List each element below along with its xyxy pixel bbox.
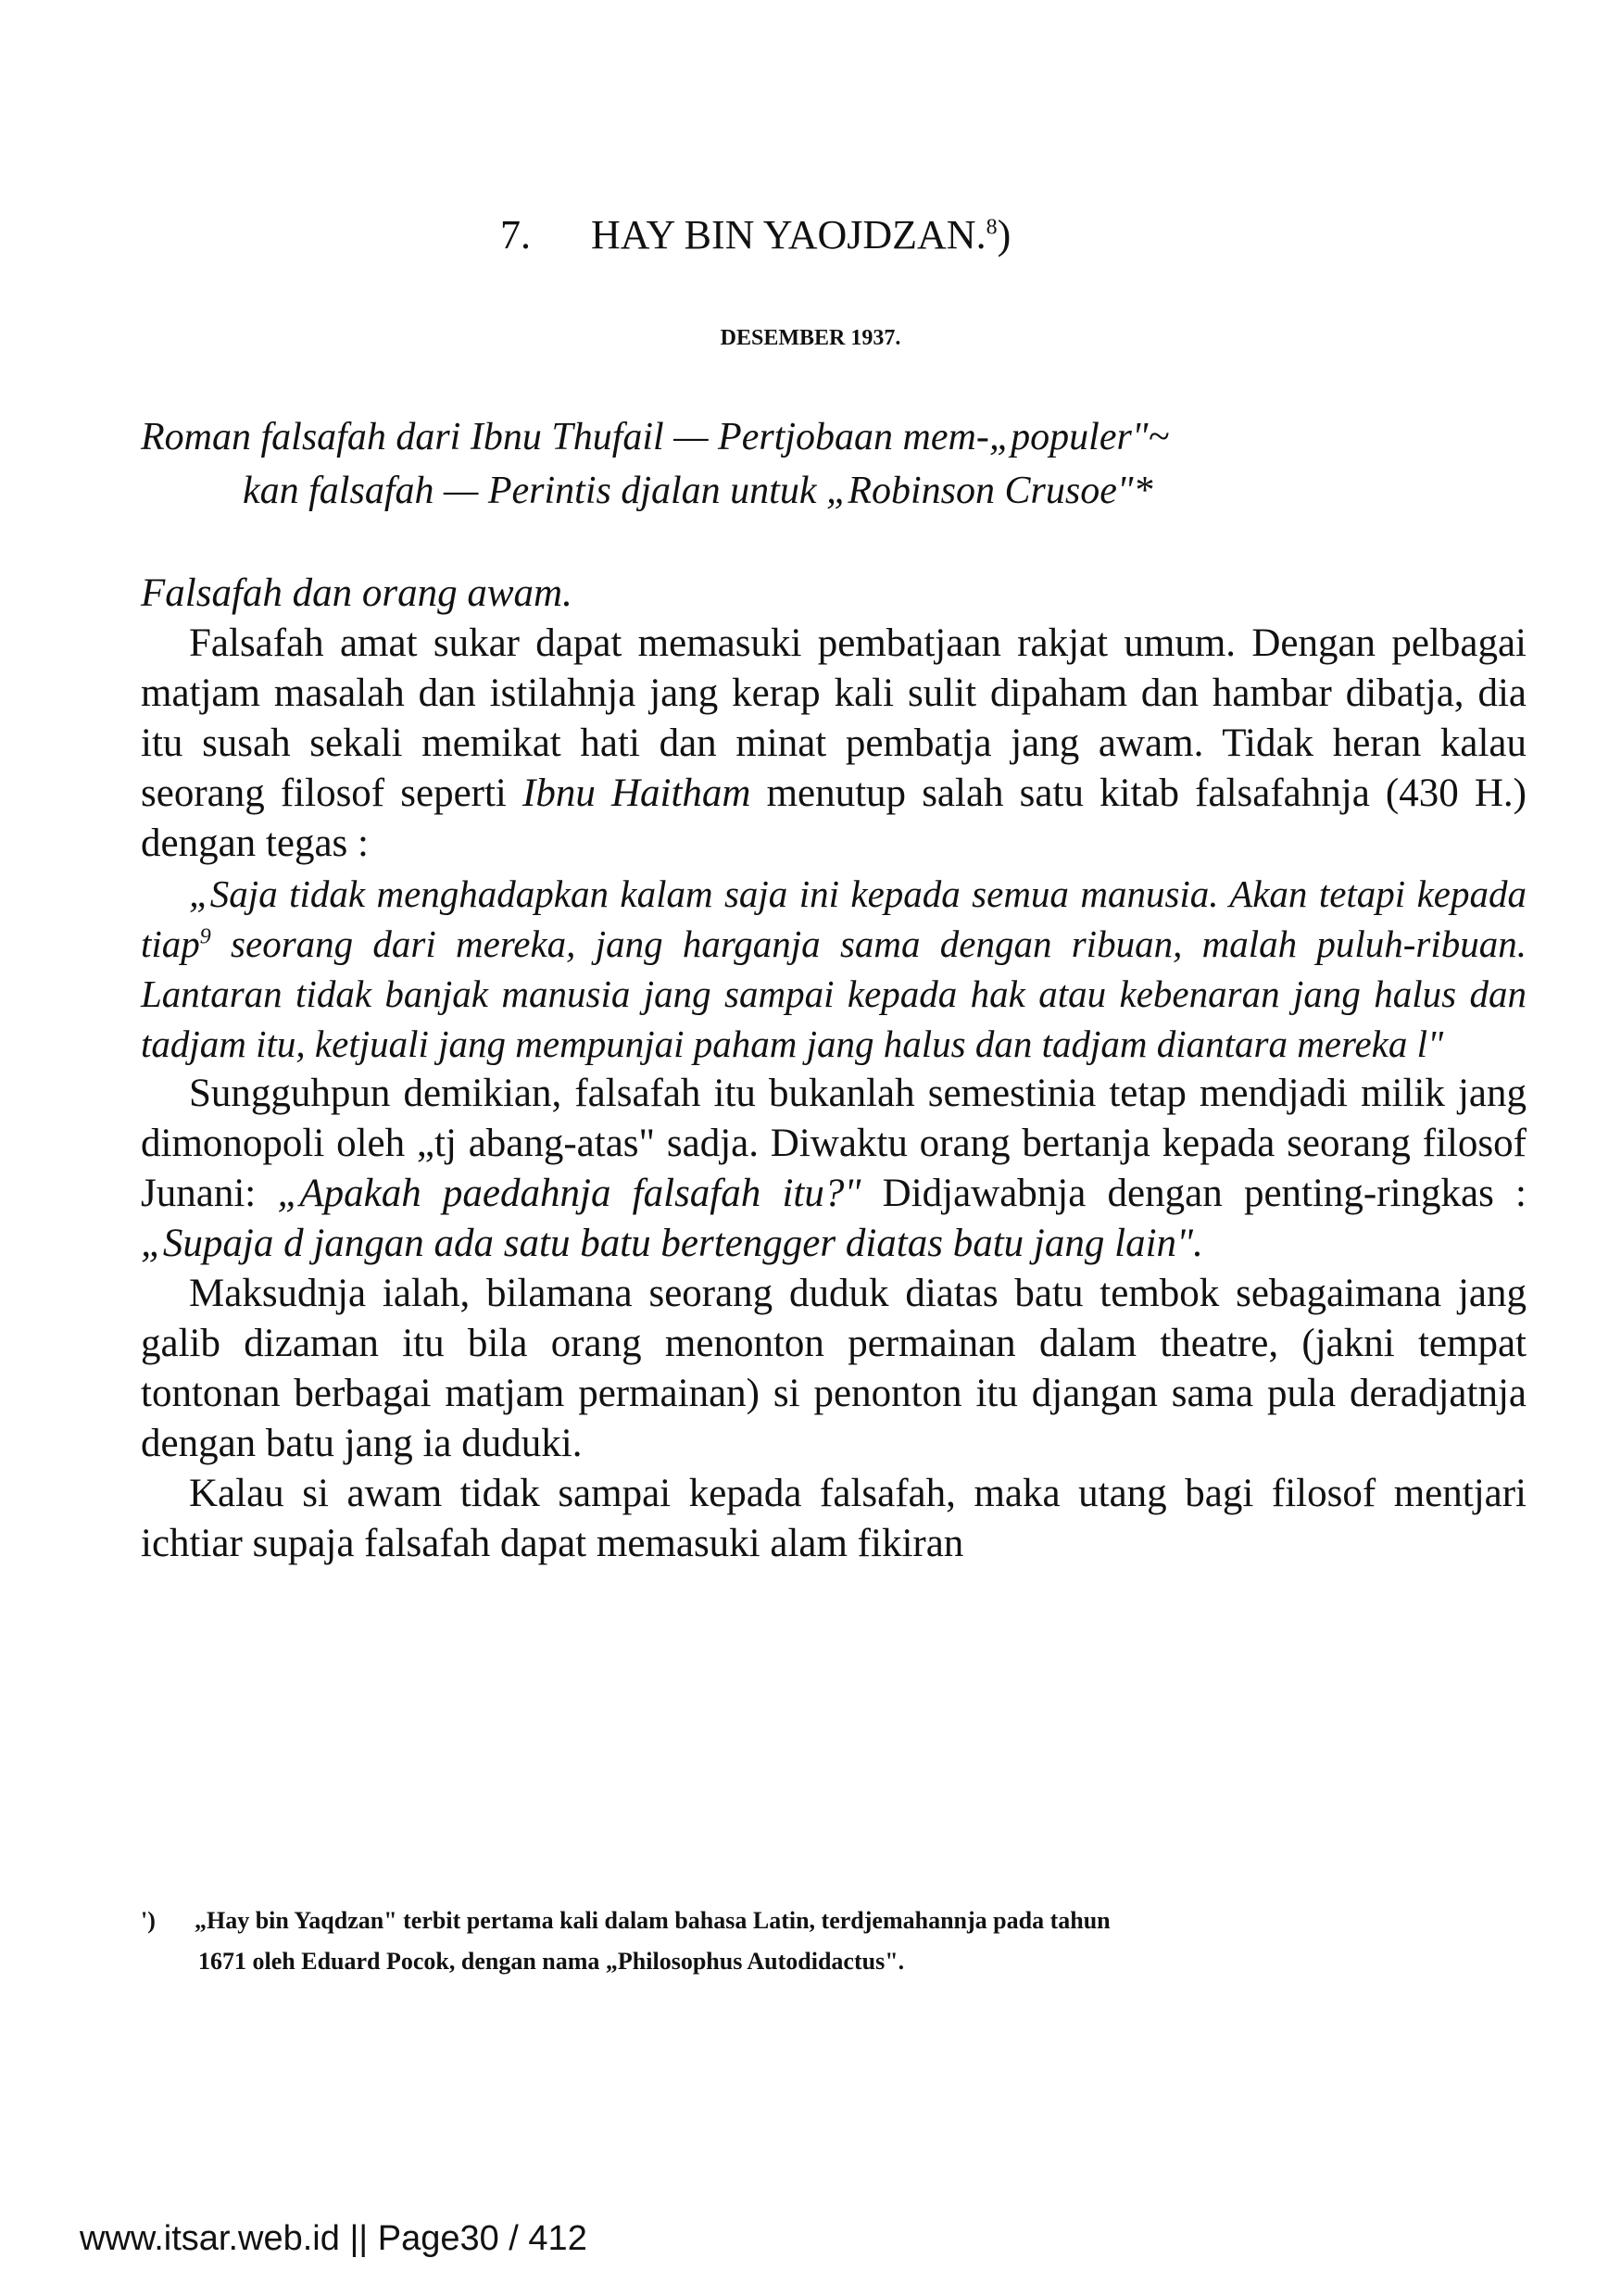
footnote-row [141,1901,1527,1941]
body-text [141,569,1527,1569]
chapter-number: 7. [500,212,531,257]
quote-superscript: 9 [199,924,211,949]
section-heading: Falsafah dan orang awam. [141,571,572,615]
quote-part-b: seorang dari mereka, jang harganja sama dengan ribuan, malah puluh-ribuan. Lantaran tidak banjak manusia jang sampai kepada hak atau kebenaran jang halus dan tadjam itu, ketjuali jang mempunjai paham jang halus dan tadjam diantara mereka l" [141,922,1527,1065]
chapter-title-note: 8 [986,215,998,240]
footnote-line-1: „Hay bin Yaqdzan" terbit pertama kali dalam bahasa Latin, terdjemahannja pada tahun [195,1907,1111,1934]
paragraph-4: Kalau si awam tidak sampai kepada falsafah, maka utang bagi filosof mentjari ichtiar supaja falsafah dapat memasuki alam fikiran [141,1472,1527,1565]
chapter-title-text: HAY BIN YAOJDZAN. [591,212,986,257]
footnote-line-2: 1671 oleh Eduard Pocok, dengan nama „Philosophus Autodidactus". [198,1948,905,1975]
paragraph-2-emphasis-2: „Supaja d jangan ada satu batu bertengger diatas batu jang lain". [141,1222,1203,1265]
paragraph-2-emphasis-1: „Apakah paedahnja falsafah itu?" [277,1172,861,1215]
chapter-date: DESEMBER 1937. [720,326,901,350]
paragraph-1-part-a: Falsafah amat sukar dapat memasuki pembatjaan rakjat umum. Dengan pelbagai matjam masalah dan istilahnja jang kerap kali sulit dipaham dan hambar dibatja, dia itu susah sekali memikat hati dan minat pembatja jang awam. Tidak heran kalau seorang filosof seperti [141,621,1527,815]
footnote-mark: ') [141,1907,156,1934]
chapter-title [500,211,1011,258]
paragraph-3: Maksudnja ialah, bilamana seorang duduk diatas batu tembok sebagaimana jang galib dizaman itu bila orang menonton permainan dalam theatre, (jakni tempat tontonan berbagai matjam permainan) si penonton itu djangan sama pula deradjatnja dengan batu jang ia duduki. [141,1272,1527,1465]
page-footer: www.itsar.web.id || Page30 / 412 [80,2219,587,2258]
subtitle-line-2: kan falsafah — Perintis djalan untuk „Robinson Crusoe"* [243,470,1153,512]
footnote [141,1901,1527,1982]
subtitle-line-1: Roman falsafah dari Ibnu Thufail — Pertjobaan mem-„populer"~ [141,416,1170,458]
quote-block [141,869,1527,1069]
paragraph-1-part-b: menutup salah satu kitab falsafahnja (430 H.) dengan tegas : [141,772,1527,865]
paragraph-2-part-a: Sungguhpun demikian, falsafah itu bukanlah semestinia tetap mendjadi milik jang dimonopoli oleh „tj abang-atas" sadja. Diwaktu orang bertanja kepada seorang filosof Junani: [141,1072,1527,1215]
quote-part-a: „Saja tidak menghadapkan kalam saja ini kepada semua manusia. Akan tetapi kepada tiap [141,872,1527,965]
paragraph-1-emphasis: Ibnu Haitham [522,772,751,815]
chapter-title-close: ) [997,212,1012,257]
paragraph-2 [141,1069,1527,1269]
paragraph-2-part-b: Didjawabnja dengan penting-ringkas : [861,1172,1527,1215]
paragraph-1 [141,619,1527,869]
